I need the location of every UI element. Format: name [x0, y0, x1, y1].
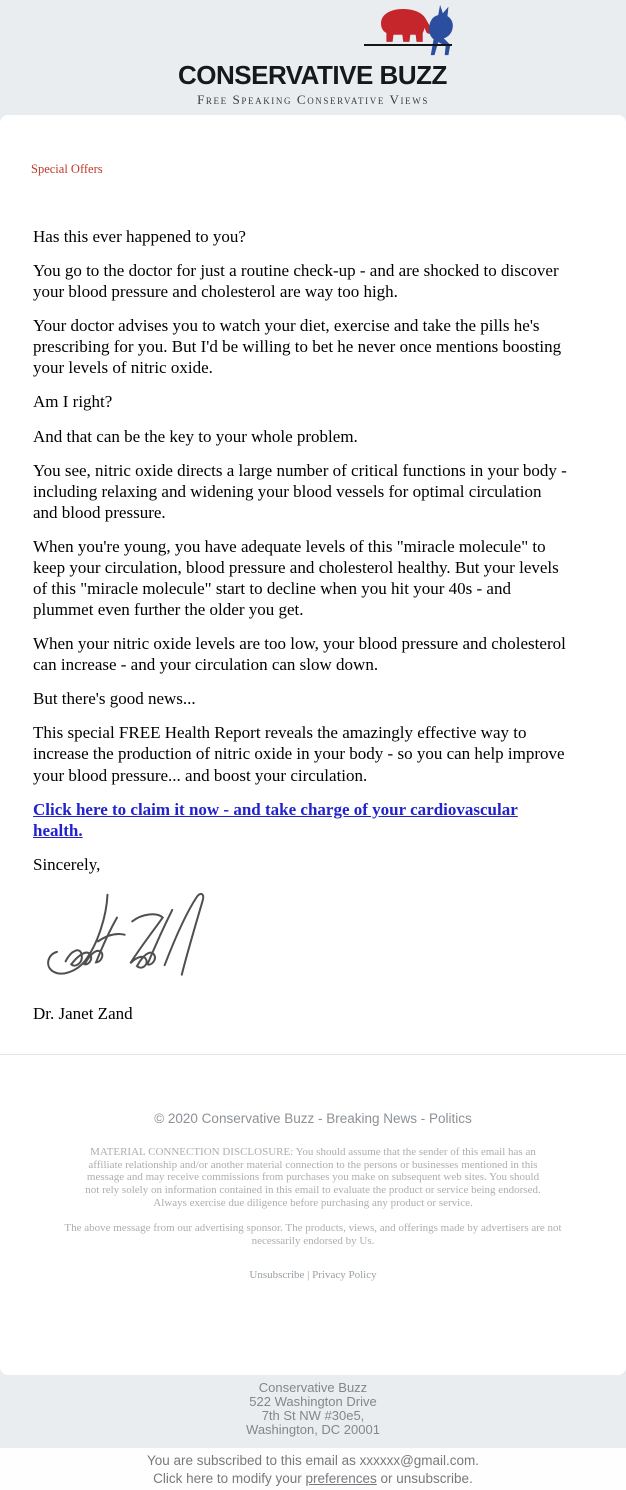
modify-prefix: Click here to modify your — [153, 1471, 306, 1486]
paragraph: You go to the doctor for just a routine check-up - and are shocked to discover your blood pressure and cholesterol are way too high. — [33, 261, 559, 302]
logo-title: CONSERVATIVE BUZZ — [178, 60, 447, 90]
paragraph: When your nitric oxide levels are too low, your blood pressure and cholesterol can increase - and your circulation can slow down. — [33, 634, 566, 675]
paragraph: And that can be the key to your whole problem. — [33, 426, 358, 446]
links-separator: | — [304, 1268, 313, 1281]
email-header — [0, 0, 626, 115]
logo-animals — [374, 2, 474, 48]
modify-preferences-text — [0, 1470, 626, 1488]
signature-image — [37, 889, 237, 989]
sponsor-note-text: The above message from our advertising sponsor. The products, views, and offerings made by advertisers are not necessarily endorsed by Us. — [64, 1222, 562, 1248]
privacy-policy-link[interactable]: Privacy Policy — [312, 1268, 377, 1281]
copyright-text: © 2020 Conservative Buzz - Breaking News - Politics — [154, 1110, 472, 1126]
logo-tagline: Free Speaking Conservative Views — [197, 92, 429, 107]
postal-address — [0, 1375, 626, 1437]
claim-report-link[interactable]: Click here to claim it now - and take charge of your cardiovascular health. — [33, 799, 518, 840]
subscribed-as-text: You are subscribed to this email as xxxxxx@gmail.com. — [146, 1453, 480, 1468]
email-body-card — [0, 115, 626, 1375]
paragraph: This special FREE Health Report reveals the amazingly effective way to increase the production of nitric oxide in your body - so you can help improve your blood pressure... and boost your circulation. — [33, 723, 565, 785]
paragraph: Am I right? — [33, 392, 113, 412]
address-line: 522 Washington Drive — [249, 1394, 377, 1409]
paragraph: Has this ever happened to you? — [33, 227, 246, 246]
preferences-link[interactable]: preferences — [305, 1471, 377, 1486]
email-footer — [0, 1054, 626, 1361]
logo-ground-line — [364, 44, 452, 46]
special-offers-link[interactable]: Special Offers — [31, 162, 103, 176]
modify-suffix: or unsubscribe. — [376, 1471, 473, 1486]
paragraph-list — [33, 226, 570, 786]
donkey-icon — [424, 4, 458, 56]
conservative-buzz-logo — [178, 0, 448, 108]
paragraph: You see, nitric oxide directs a large number of critical functions in your body - including relaxing and widening your blood vessels for optimal circulation and blood pressure. — [33, 460, 567, 522]
address-line: 7th St NW #30e5, — [261, 1408, 365, 1423]
paragraph: Your doctor advises you to watch your diet, exercise and take the pills he's prescribing for you. But I'd be willing to bet he never once mentions boosting your levels of nitric oxide. — [33, 316, 562, 378]
signer-name: Dr. Janet Zand — [33, 1003, 133, 1023]
disclosure-text: MATERIAL CONNECTION DISCLOSURE: You should assume that the sender of this email has an affiliate relationship and/or another material connection to the persons or businesses mentioned in this message and may receive commissions from purchases you make on subsequent web sites. You should not rely solely on information contained in this email to evaluate the product or service being endorsed. Always exercise due diligence before purchasing any product or service. — [85, 1145, 541, 1209]
unsubscribe-link[interactable]: Unsubscribe — [249, 1268, 305, 1281]
paragraph: When you're young, you have adequate levels of this "miracle molecule" to keep your circulation, blood pressure and cholesterol healthy. But your levels of this "miracle molecule" start to decline when you hit your 40s - and plummet even further the older you get. — [33, 536, 559, 620]
address-line: Conservative Buzz — [258, 1380, 368, 1395]
email-body-copy — [0, 178, 600, 1024]
address-line: Washington, DC 20001 — [246, 1422, 380, 1437]
footer-links — [0, 1269, 626, 1281]
closing-text: Sincerely, — [33, 854, 101, 874]
subscription-bar — [0, 1448, 626, 1490]
paragraph: But there's good news... — [33, 689, 196, 709]
